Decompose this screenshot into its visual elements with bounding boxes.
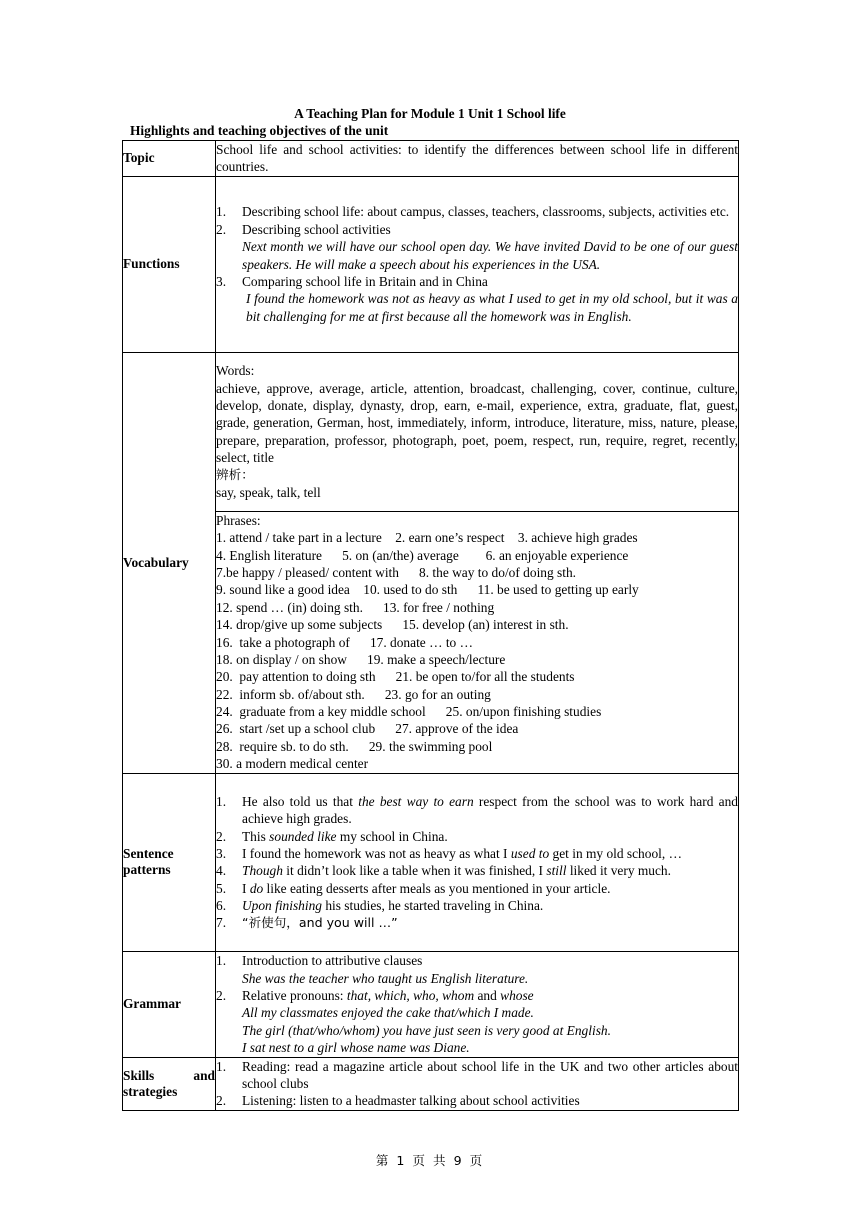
skills-content — [216, 1057, 739, 1110]
phrase-line: 1. attend / take part in a lecture 2. earn one’s respect 3. achieve high grades — [216, 530, 638, 546]
sentence-patterns-content — [216, 773, 739, 951]
list-item: 2. Describing school activities — [216, 221, 391, 237]
list-item: 2. Relative pronouns: that, which, who, whom and whose — [216, 987, 534, 1003]
grammar-content — [216, 951, 739, 1057]
topic-text: School life and school activities: to identify the differences between school life in different countries. — [216, 142, 738, 175]
row-label-sentence-patterns: Sentence patterns — [123, 773, 216, 951]
phrase-line: 16. take a photograph of 17. donate … to … — [216, 634, 473, 650]
phrase-line: 30. a modern medical center — [216, 755, 369, 771]
phrase-line: 24. graduate from a key middle school 25. on/upon finishing studies — [216, 703, 602, 719]
list-item: 7. “祈使句，and you will …” — [216, 915, 398, 931]
list-item: 4. Though it didn’t look like a table when it was finished, I still liked it very much. — [216, 863, 671, 879]
vocabulary-phrases — [216, 511, 739, 773]
words-list: achieve, approve, average, article, attention, broadcast, challenging, cover, continue, culture, develop, donate, display, dynasty, drop, earn, e-mail, experience, extra, graduate, flat, guest, grade, generation, German, host, immediately, inform, introduce, literature, miss, nature, please, prepare, preparation, professor, photograph, poet, poem, respect, run, require, regret, recently, select, title — [216, 380, 738, 466]
words-heading: Words: — [216, 363, 255, 379]
row-label-vocabulary: Vocabulary — [123, 352, 216, 773]
phrase-line: 26. start /set up a school club 27. approve of the idea — [216, 721, 519, 737]
table-row-topic — [123, 141, 739, 177]
phrase-line: 22. inform sb. of/about sth. 23. go for an outing — [216, 686, 491, 702]
section-heading: Highlights and teaching objectives of the unit — [130, 123, 389, 138]
example-sentence: I found the homework was not as heavy as what I used to get in my old school, but it was a bit challenging for me at first because all the homework was in English. — [246, 291, 738, 324]
distinguish-heading: 辨析： — [216, 467, 254, 483]
row-label-grammar: Grammar — [123, 951, 216, 1057]
table-row-functions — [123, 176, 739, 352]
list-item: 1. He also told us that the best way to earn respect from the school was to work hard and achieve high grades. — [216, 793, 738, 827]
phrase-line: 20. pay attention to doing sth 21. be open to/for all the students — [216, 669, 575, 685]
table-row-skills — [123, 1057, 739, 1110]
list-item: 1. Reading: read a magazine article about school life in the UK and two other articles about school clubs — [216, 1058, 738, 1092]
list-item: 3. I found the homework was not as heavy as what I used to get in my old school, … — [216, 845, 682, 861]
phrase-line: 9. sound like a good idea 10. used to do sth 11. be used to getting up early — [216, 582, 639, 598]
list-item: 3. Comparing school life in Britain and in China — [216, 273, 488, 289]
table-row-vocabulary-phrases — [123, 511, 739, 773]
page-title: A Teaching Plan for Module 1 Unit 1 School life — [294, 106, 566, 121]
phrase-line: 12. spend … (in) doing sth. 13. for free / nothing — [216, 599, 495, 615]
list-item: 2. This sounded like my school in China. — [216, 828, 448, 844]
example-sentence: She was the teacher who taught us English literature. — [242, 970, 529, 986]
example-sentence: All my classmates enjoyed the cake that/which I made. — [242, 1005, 534, 1021]
list-item: 5. I do like eating desserts after meals as you mentioned in your article. — [216, 880, 611, 896]
table-row-sentence-patterns — [123, 773, 739, 951]
list-item: 1. Describing school life: about campus, classes, teachers, classrooms, subjects, activities etc. — [216, 204, 730, 220]
vocabulary-words — [216, 352, 739, 511]
distinguish-words: say, speak, talk, tell — [216, 484, 321, 500]
phrase-line: 7.be happy / pleased/ content with 8. the way to do/of doing sth. — [216, 565, 576, 581]
teaching-plan-table — [122, 140, 739, 1111]
phrase-line: 28. require sb. to do sth. 29. the swimming pool — [216, 738, 493, 754]
table-row-grammar — [123, 951, 739, 1057]
table-row-vocabulary-words — [123, 352, 739, 511]
row-label-functions: Functions — [123, 176, 216, 352]
page-footer: 第 1 页 共 9 页 — [375, 1153, 485, 1168]
list-item: 2. Listening: listen to a headmaster talking about school activities — [216, 1093, 580, 1109]
phrase-line: 18. on display / on show 19. make a speech/lecture — [216, 651, 506, 667]
row-label-topic: Topic — [123, 141, 216, 177]
list-item: 1. Introduction to attributive clauses — [216, 953, 423, 969]
row-label-skills: Skills and strategies — [123, 1057, 216, 1110]
example-sentence: The girl (that/who/whom) you have just seen is very good at English. — [242, 1022, 611, 1038]
phrase-line: 14. drop/give up some subjects 15. develop (an) interest in sth. — [216, 617, 569, 633]
phrases-heading: Phrases: — [216, 513, 261, 529]
example-sentence: I sat nest to a girl whose name was Diane. — [242, 1039, 470, 1055]
example-sentence: Next month we will have our school open day. We have invited David to be one of our guest speakers. He will make a speech about his experiences in the USA. — [242, 239, 738, 272]
functions-content — [216, 176, 739, 352]
list-item: 6. Upon finishing his studies, he started traveling in China. — [216, 897, 544, 913]
phrase-line: 4. English literature 5. on (an/the) average 6. an enjoyable experience — [216, 547, 629, 563]
